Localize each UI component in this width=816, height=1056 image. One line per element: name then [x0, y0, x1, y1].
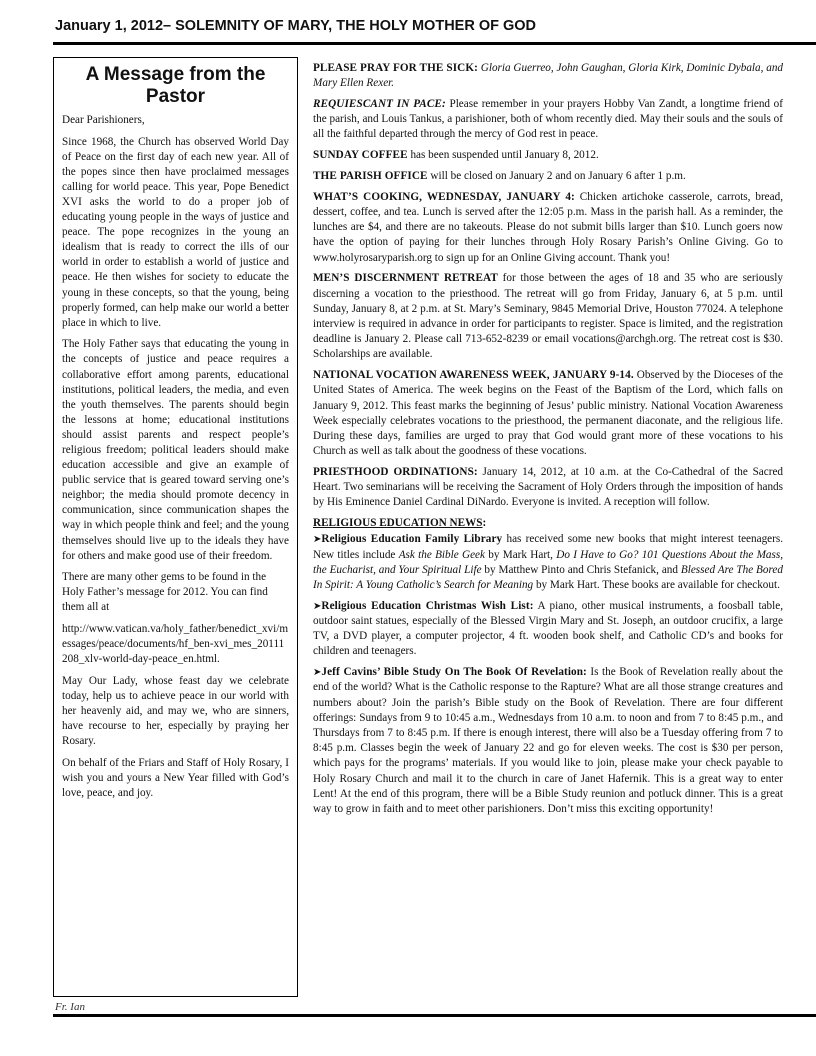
book-title-2: Do I Have to Go? 101 Questions About the Mass, the Eucharist, and Your Spiritual Life	[313, 548, 784, 576]
notice-sick-heading: PLEASE PRAY FOR THE SICK:	[313, 62, 478, 74]
notice-office-heading: THE PARISH OFFICE	[313, 170, 428, 182]
religious-education-colon: :	[482, 517, 487, 530]
bible-study-heading: Jeff Cavins’ Bible Study On The Book Of Revelation:	[321, 666, 587, 679]
pastor-message-body	[62, 113, 289, 801]
pastor-paragraph-4: May Our Lady, whose feast day we celebrate today, help us to achieve peace in our world with her heavenly aid, and may we, who are sinners, have recourse to her, especially by praying her Rosary.	[62, 674, 289, 748]
notice-vocation-heading: NATIONAL VOCATION AWARENESS WEEK, JANUARY 9-14.	[313, 369, 634, 382]
pastor-signature: Fr. Ian	[55, 1001, 85, 1013]
book-title-3: Blessed Are The Bored In Spirit: A Young Catholic’s Search for Meaning	[313, 563, 783, 592]
notice-coffee	[313, 148, 783, 163]
notice-retreat	[313, 271, 783, 362]
list-item-bible-study	[313, 665, 783, 817]
arrow-bullet-icon: ➤	[313, 600, 322, 612]
pastor-paragraph-3: There are many other gems to be found in the Holy Father’s message for 2012. You can find them all at	[62, 571, 268, 614]
notice-vocation	[313, 368, 783, 459]
library-text-a: has received some new books that might interest teenagers. New titles include	[313, 533, 784, 561]
greeting: Dear Parishioners,	[62, 114, 145, 126]
arrow-bullet-icon: ➤	[313, 667, 322, 679]
notice-coffee-text: has been suspended until January 8, 2012.	[410, 149, 599, 162]
religious-education-heading: RELIGIOUS EDUCATION NEWS	[313, 517, 483, 530]
list-item-wish-list	[313, 599, 783, 660]
library-heading: Religious Education Family Library	[321, 533, 503, 546]
book-title-1: Ask the Bible Geek	[398, 548, 485, 561]
bible-study-text: Is the Book of Revelation really about the end of the world? What is the Catholic response to the Rapture? What are all those strange creatures and numbers about? Join the parish’s Bible study on the Book of Revelation. There are four different offerings: Sundays from 9 to 10:45 a.m., Wednesdays from 10 a.m. to noon and from 7 to 8:45 p.m., and Thursdays from 7 to 8:45 p.m. If there is enough interest, there will also be a Tuesday offering from 7 to 8:45 p.m. Classes begin the week of January 22 and go for eleven weeks. The cost is $30 per person, which pays for the programs’ materials. If you would like to join, please make your check payable to Holy Rosary Church and mail it to the church in care of Janet Hafernik. This is a great way to enter Lent! At the end of this program, there will be a Bible Study reunion and potluck dinner. This is a great way to grow in faith and to meet other parishioners. Don’t miss this exciting opportunity!	[313, 666, 783, 816]
pastor-message-box	[53, 57, 298, 997]
list-item-library	[313, 532, 783, 593]
notice-office-text: will be closed on January 2 and on January 6 after 1 p.m.	[430, 170, 686, 182]
notice-retreat-text: for those between the ages of 18 and 35 who are seriously discerning a vocation to the priesthood. The retreat will go from Friday, January 6, at 5 p.m. until Sunday, January 8, at 2 p.m. at St. Mary’s Seminary, 9845 Memorial Drive, Houston 77024. A telephone interview is required in advance in order for participants to register. Space is limited, and the registration deadline is January 2. Please call 713-652-8239 or email vocations@archgh.org. The retreat cost is $30. Scholarships are available.	[313, 272, 783, 361]
pastor-paragraph-5: On behalf of the Friars and Staff of Holy Rosary, I wish you and yours a New Year filled with God’s love, peace, and joy.	[62, 756, 289, 799]
vatican-link[interactable]: http://www.vatican.va/holy_father/benedict_xvi/messages/peace/documents/hf_ben-xvi_mes_20111208_xlv-world-day-peace_en.html.	[62, 623, 289, 666]
notice-sick	[313, 61, 783, 91]
arrow-bullet-icon: ➤	[313, 534, 322, 546]
notice-retreat-heading: MEN’S DISCERNMENT RETREAT	[313, 272, 498, 285]
library-text-d: by Mark Hart. These books are available for checkout.	[533, 579, 780, 592]
notice-requiescant-heading: REQUIESCANT IN PACE:	[313, 98, 446, 110]
announcements-column	[313, 61, 783, 823]
pastor-paragraph-2: The Holy Father says that educating the young in the concepts of justice and peace requires a collaborative effort among parents, educational institutions, political leaders, the media, and even the youth themselves. The parents should begin the lessons at home; educational institutions should assist parents and respect people’s religious freedom; political leaders should make education accessible and give an example of public service that is geared toward serving one’s neighbor; the media should promote decency in communication, since communication shapes the way in which people think and feel; and the young themselves should live up to the ideals they have for others and make good use of their freedom.	[62, 338, 289, 562]
notice-ordination	[313, 465, 783, 511]
wish-list-heading: Religious Education Christmas Wish List:	[321, 599, 534, 612]
notice-requiescant	[313, 97, 783, 143]
notice-ordination-text: January 14, 2012, at 10 a.m. at the Co-Cathedral of the Sacred Heart. Two seminarians will be receiving the Sacrament of Holy Orders through the imposition of hands by His Eminence Daniel Cardinal DiNardo. Everyone is invited. A reception will follow.	[313, 466, 784, 509]
notice-cooking-text: Chicken artichoke casserole, carrots, bread, dessert, coffee, and tea. Lunch is served after the 12:05 p.m. Mass in the parish hall. As a reminder, the lunches are $4, and there are no takeouts. Please do not submit bills larger than $10. Lunch goers now have the option of paying for their lunches through Holy Rosary Parish’s Online Giving. Go to www.holyrosaryparish.org to sign up for an Online Giving account. Thank you!	[313, 190, 783, 264]
pastor-paragraph-1: Since 1968, the Church has observed World Day of Peace on the first day of each new year. All of the popes since then have proclaimed messages calling for world peace. This year, Pope Benedict XVI asks the world to do a proper job of educating young people in the ways of justice and peace. The pope recognizes in the young an idealism that is ready to correct the ills of our world in order to establish a world of justice and peace. He then wishes for society to educate the young in these concepts, so that the young, being properly formed, can help make our world a better place in which to live.	[62, 135, 289, 329]
notice-coffee-heading: SUNDAY COFFEE	[313, 149, 408, 162]
notice-sick-names: Gloria Guerreo, John Gaughan, Gloria Kirk, Dominic Dybala, and Mary Ellen Rexer.	[313, 62, 784, 90]
notice-requiescant-text: Please remember in your prayers Hobby Van Zandt, a longtime friend of the parish, and Louis Tankus, a parishioner, both of whom recently died. May their souls and the souls of all the faithful departed through the mercy of God rest in peace.	[313, 98, 783, 141]
header-rule	[53, 42, 816, 45]
notice-religious-education	[313, 516, 783, 531]
footer-rule	[53, 1014, 816, 1017]
library-text-b: by Mark Hart,	[484, 548, 557, 561]
library-text-c: by Matthew Pinto and Chris Stefanick, and	[481, 563, 681, 576]
pastor-message-title: A Message from the Pastor	[85, 64, 266, 107]
page-header-title: January 1, 2012– SOLEMNITY OF MARY, THE HOLY MOTHER OF GOD	[55, 18, 537, 34]
notice-cooking	[313, 190, 783, 266]
notice-cooking-heading: WHAT’S COOKING, WEDNESDAY, JANUARY 4:	[313, 190, 575, 203]
wish-list-text: A piano, other musical instruments, a foosball table, outdoor saint statues, especially of the Blessed Virgin Mary and St. Joseph, an outdoor crucifix, a large TV, a DVD player, a computer projector, 4 ft. wooden book shelf, and Catholic CD’s and books for children and teenagers.	[313, 599, 783, 658]
notice-ordination-heading: PRIESTHOOD ORDINATIONS:	[313, 466, 478, 479]
notice-office	[313, 169, 783, 184]
notice-vocation-text: Observed by the Dioceses of the United States of America. The week begins on the Feast of the Baptism of the Lord, which falls on January 9, 2012. This feast marks the beginning of Jesus’ public ministry. National Vocation Awareness Week especially celebrates vocations to the priesthood, the permanent diaconate, and the religious life. During these days, families are urged to pray that God would grant more of these vocations to his Church as well as talk about the goodness of these vocations.	[313, 369, 783, 458]
